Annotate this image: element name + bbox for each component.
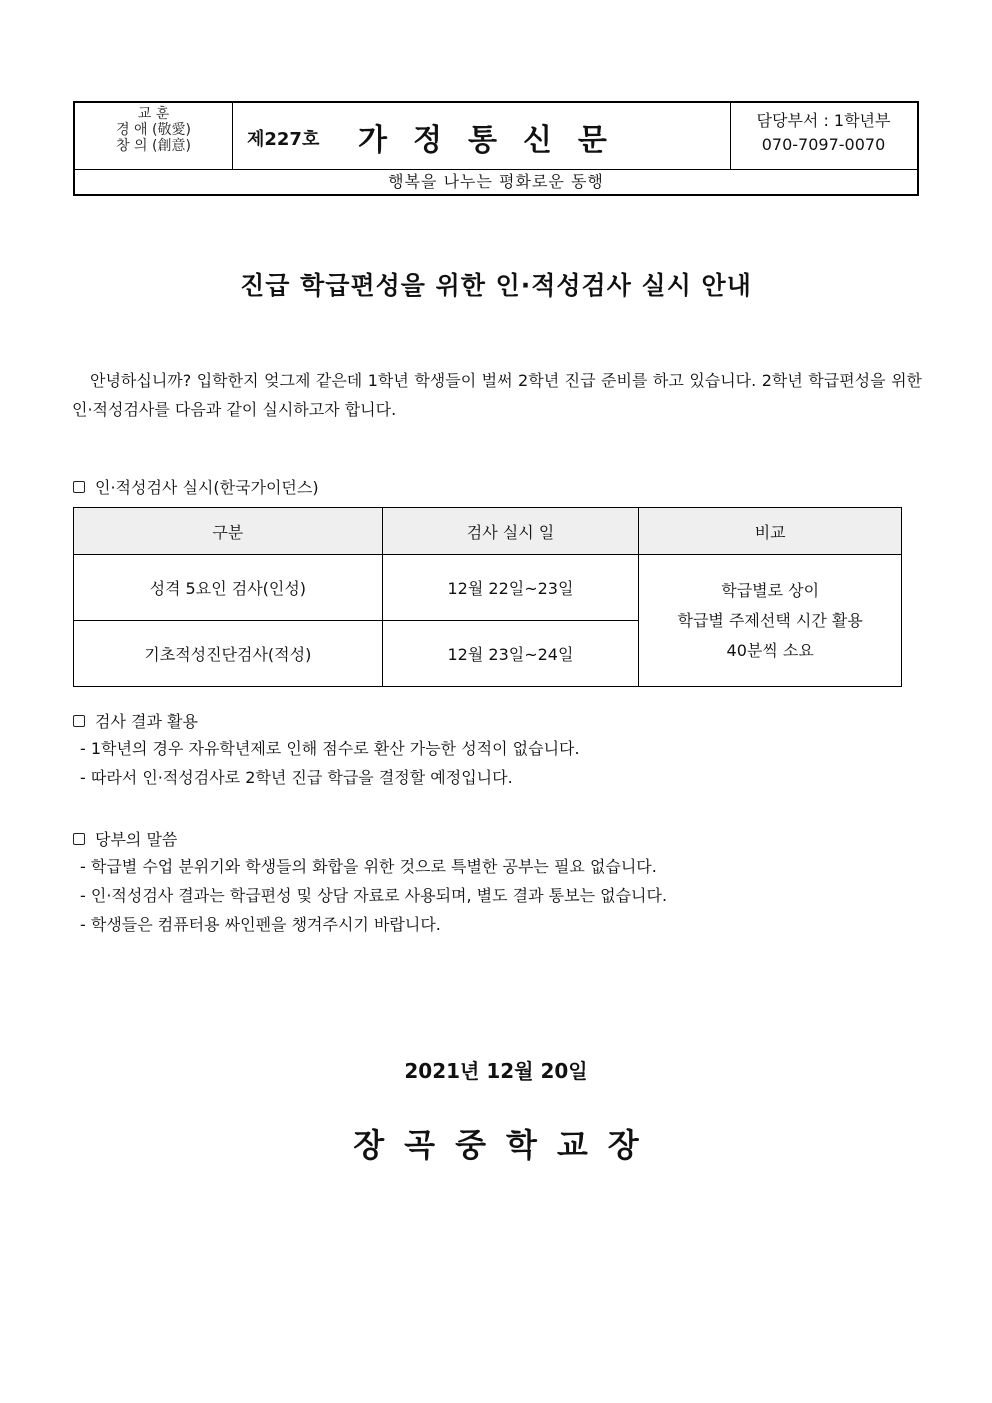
intro-paragraph: 안녕하십니까? 입학한지 엊그제 같은데 1학년 학생들이 벌써 2학년 진급 준비를 하고 있습니다. 2학년 학급편성을 위한 인·적성검사를 다음과 같이 실시하고자 합니다. [72,371,922,419]
section-heading [73,475,319,498]
section-heading [73,827,177,850]
department-name: 담당부서 : 1학년부 [756,111,891,130]
issue-number: 제227호 [247,129,320,150]
table-header-row [74,508,902,555]
request-list [80,852,667,939]
square-bullet-icon [73,715,85,727]
list-item: - 1학년의 경우 자유학년제로 인해 점수로 환산 가능한 성적이 없습니다. [80,739,580,758]
principal-signature: 장곡중학교장 [353,1126,659,1164]
motto-line: 창 의 (創意) [116,138,191,154]
newsletter-header [73,101,919,196]
newsletter-title: 가정통신문 [358,123,633,158]
note-line: 학급별 주제선택 시간 활용 [677,610,863,630]
square-bullet-icon [73,833,85,845]
department-phone: 070-7097-0070 [761,135,886,154]
section-heading [73,709,198,732]
section-heading-text: 당부의 말씀 [95,830,178,849]
motto-line: 교 훈 [137,106,170,122]
list-item: - 학급별 수업 분위기와 학생들의 화합을 위한 것으로 특별한 공부는 필요 없습니다. [80,857,657,876]
note-line: 40분씩 소요 [726,640,814,660]
issue-date: 2021년 12월 20일 [404,1059,588,1083]
department-info [730,103,917,169]
table-header-cell: 구분 [74,508,383,555]
table-cell: 12월 23일~24일 [382,621,639,687]
square-bullet-icon [73,481,85,493]
motto-line: 경 애 (敬愛) [116,122,191,138]
list-item: - 인·적성검사 결과는 학급편성 및 상담 자료로 사용되며, 별도 결과 통보는 없습니다. [80,886,668,905]
list-item: - 학생들은 컴퓨터용 싸인펜을 챙겨주시기 바랍니다. [80,915,441,934]
table-row [74,555,902,621]
school-motto [75,103,233,169]
list-item: - 따라서 인·적성검사로 2학년 진급 학급을 결정할 예정입니다. [80,768,513,787]
table-cell: 기초적성진단검사(적성) [74,621,383,687]
document-title: 진급 학급편성을 위한 인·적성검사 실시 안내 [240,271,752,300]
result-usage-list [80,734,580,792]
section-heading-text: 인·적성검사 실시(한국가이던스) [95,478,319,497]
section-heading-text: 검사 결과 활용 [95,712,198,731]
table-cell: 성격 5요인 검사(인성) [74,555,383,621]
issue-title-cell [233,103,731,169]
exam-schedule-table [73,507,902,687]
school-slogan: 행복을 나누는 평화로운 동행 [388,172,604,191]
table-header-cell: 비교 [639,508,902,555]
note-line: 학급별로 상이 [721,580,820,600]
table-cell: 12월 22일~23일 [382,555,639,621]
table-note-cell [639,555,902,687]
table-header-cell: 검사 실시 일 [382,508,639,555]
header-top-row [75,103,917,170]
